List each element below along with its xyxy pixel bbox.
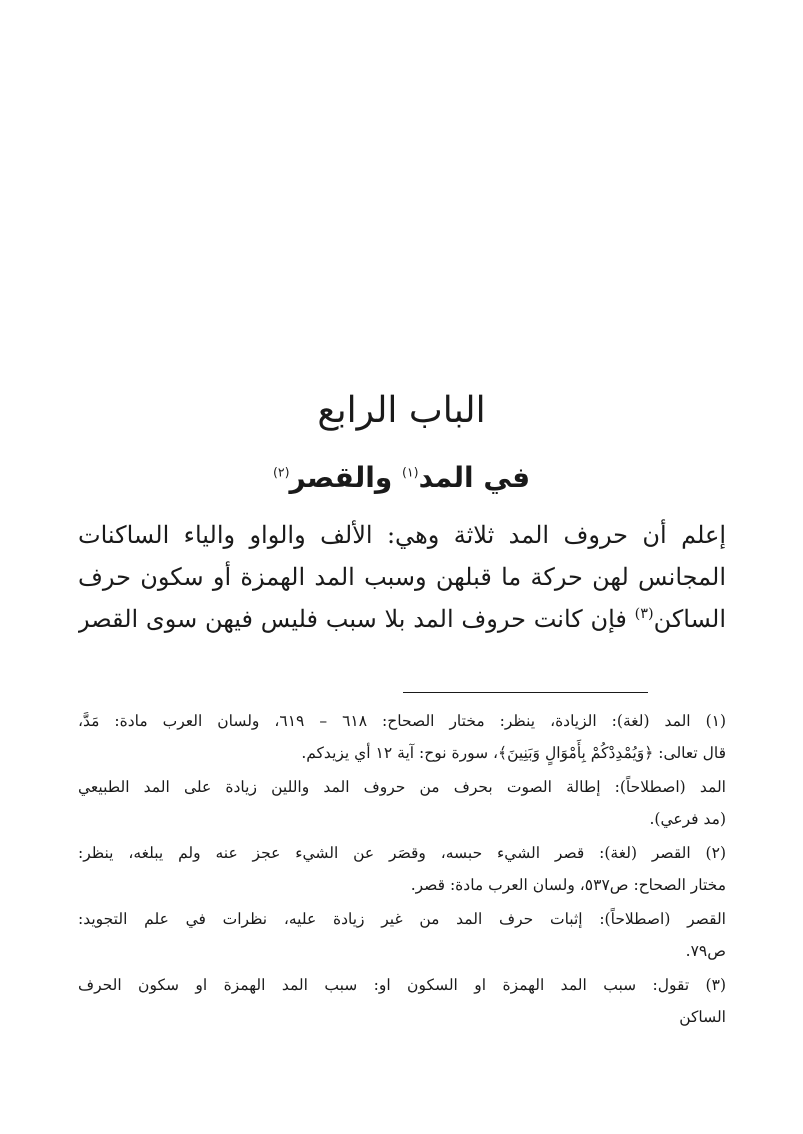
footnotes-section [78, 705, 726, 1033]
body-paragraph [78, 514, 726, 640]
footnote-1-line-2: قال تعالى: ﴿وَيُمْدِدْكُمْ بِأَمْوَالٍ وَبَنِينَ﴾، سورة نوح: آية ١٢ أي يزيدكم. [301, 744, 726, 762]
body-line-1: إعلم أن حروف المد ثلاثة وهي: الألف والواو والياء الساكنات [78, 521, 726, 549]
footnote-1-term-line-1: المد (اصطلاحاً): إطالة الصوت بحرف من حروف المد واللين زيادة على المد الطبيعي [78, 778, 726, 796]
footnote-2-line-1: (٢) القصر (لغة): قصر الشيء حبسه، وقصَر عن الشيء عجز عنه ولم يبلغه، ينظر: [78, 844, 726, 862]
subtitle-text-qasr: والقصر [289, 461, 402, 494]
footnote-ref-2[interactable]: (٢) [272, 464, 290, 480]
body-line-2: المجانس لهن حركة ما قبلهن وسبب المد الهمزة أو سكون حرف [78, 563, 726, 591]
footnote-2-term-line-2: ص٧٩. [685, 942, 726, 960]
footnote-2 [78, 837, 726, 901]
body-line-3 [78, 598, 726, 640]
footnote-ref-3[interactable]: (٣) [634, 606, 654, 622]
footnote-3-line-2: الساكن [679, 1008, 726, 1026]
chapter-subtitle [0, 456, 803, 500]
footnote-2-term-line-1: القصر (اصطلاحاً): إثبات حرف المد من غير زيادة عليه، نظرات في علم التجويد: [78, 910, 726, 928]
footnote-separator [403, 692, 648, 693]
footnote-1-term-line-2: (مد فرعي). [649, 810, 726, 828]
body-line-3-start: الساكن [653, 605, 726, 633]
chapter-title: الباب الرابع [317, 390, 486, 431]
footnote-2-line-2: مختار الصحاح: ص٥٣٧، ولسان العرب مادة: قصر. [410, 876, 726, 894]
footnote-ref-1[interactable]: (١) [401, 464, 419, 480]
footnote-1 [78, 705, 726, 769]
subtitle-text-mad: في المد [418, 461, 531, 494]
footnote-2-term [78, 903, 726, 967]
body-line-3-end: فإن كانت حروف المد بلا سبب فليس فيهن سوى القصر [78, 605, 635, 633]
footnote-3-line-1: (٣) تقول: سبب المد الهمزة او السكون او: سبب المد الهمزة او سكون الحرف [78, 976, 726, 994]
footnote-3 [78, 969, 726, 1033]
footnote-1-line-1: (١) المد (لغة): الزيادة، ينظر: مختار الصحاح: ٦١٨ – ٦١٩، ولسان العرب مادة: مَدَّ، [78, 712, 726, 730]
footnote-1-term [78, 771, 726, 835]
